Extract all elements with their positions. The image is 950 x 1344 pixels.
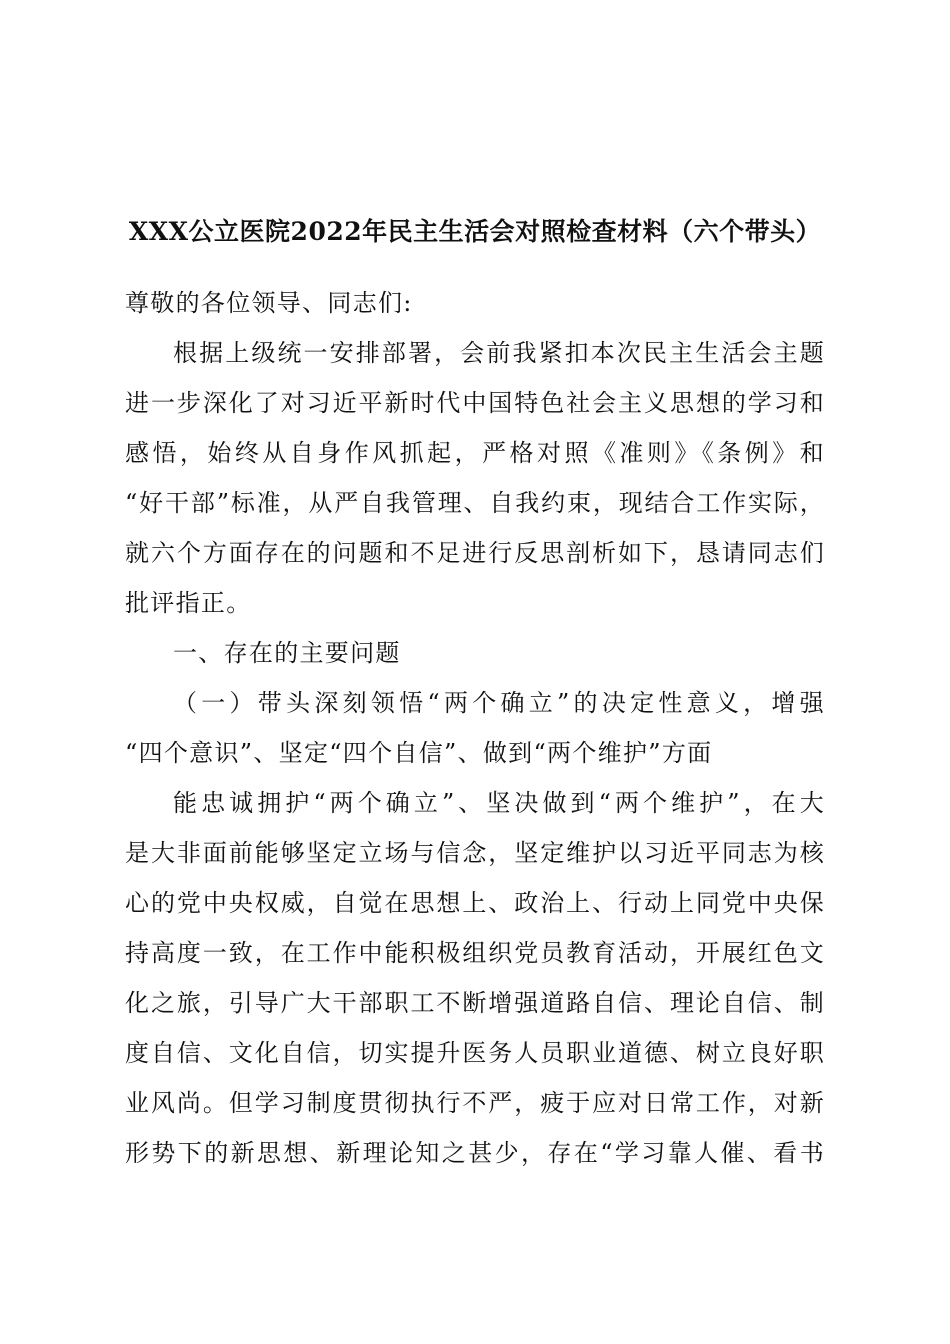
paragraph-line: 化之旅，引导广大干部职工不断增强道路自信、理论自信、制: [125, 989, 825, 1017]
subsection-heading-line: “四个意识”、坚定“四个自信”、做到“两个维护”方面: [125, 739, 713, 767]
paragraph-line: 度自信、文化自信，切实提升医务人员职业道德、树立良好职: [125, 1039, 825, 1067]
subsection-heading-line: （一）带头深刻领悟“两个确立”的决定性意义，增强: [173, 689, 825, 717]
paragraph-line: 形势下的新思想、新理论知之甚少，存在“学习靠人催、看书: [125, 1139, 825, 1167]
paragraph-line: 根据上级统一安排部署，会前我紧扣本次民主生活会主题: [173, 339, 825, 367]
paragraph-line: 业风尚。但学习制度贯彻执行不严，疲于应对日常工作，对新: [125, 1089, 825, 1117]
paragraph-line: 持高度一致，在工作中能积极组织党员教育活动，开展红色文: [125, 939, 825, 967]
paragraph-line: 心的党中央权威，自觉在思想上、政治上、行动上同党中央保: [125, 889, 825, 917]
paragraph-line: “好干部”标准，从严自我管理、自我约束，现结合工作实际，: [125, 489, 825, 517]
paragraph-line: 能忠诚拥护“两个确立”、坚决做到“两个维护”，在大: [173, 789, 825, 817]
paragraph-line: 感悟，始终从自身作风抓起，严格对照《准则》《条例》和: [125, 439, 825, 467]
paragraph-line: 就六个方面存在的问题和不足进行反思剖析如下，恳请同志们: [125, 539, 825, 567]
section-heading: 一、存在的主要问题: [173, 639, 401, 667]
document-title: XXX公立医院2022年民主生活会对照检查材料（六个带头）: [128, 217, 822, 246]
paragraph-intro: [125, 328, 825, 628]
paragraph-line: 是大非面前能够坚定立场与信念，坚定维护以习近平同志为核: [125, 839, 825, 867]
subsection-heading: [125, 678, 825, 778]
paragraph-section1: [125, 778, 825, 1178]
paragraph-line: 进一步深化了对习近平新时代中国特色社会主义思想的学习和: [125, 389, 825, 417]
salutation: 尊敬的各位领导、同志们:: [125, 289, 413, 317]
paragraph-line: 批评指正。: [125, 589, 252, 617]
